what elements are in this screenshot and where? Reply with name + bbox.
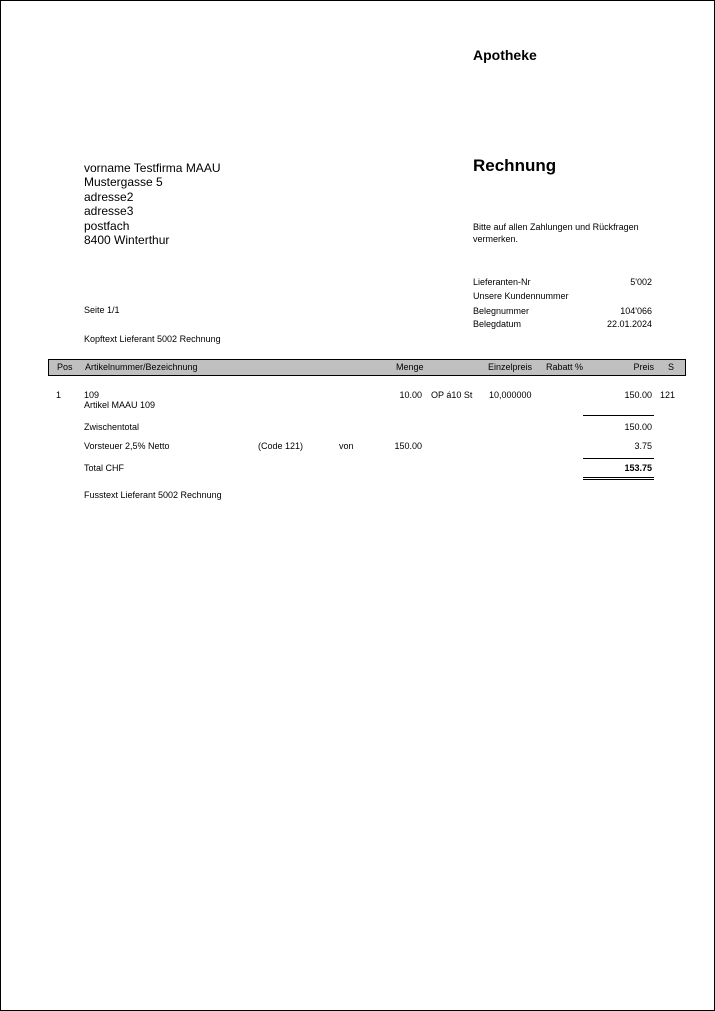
item-article-number: 109 [84,390,100,400]
supplier-number-value: 5'002 [630,277,652,287]
payment-note: Bitte auf allen Zahlungen und Rückfragen vermerken. [473,222,639,244]
document-date-label: Belegdatum [473,319,522,329]
column-header-pos: Pos [57,362,73,372]
table-header [48,359,686,376]
company-name: Apotheke [473,47,537,63]
vat-value: 3.75 [634,441,652,451]
address-line: adresse3 [84,204,134,218]
total-double-rule-bottom [583,479,654,480]
address-line: adresse2 [84,190,134,204]
column-header-discount: Rabatt % [546,362,584,372]
address-line: 8400 Winterthur [84,233,170,247]
subtotal-rule [583,415,654,416]
address-line: Mustergasse 5 [84,175,163,189]
page-indicator: Seite 1/1 [84,305,120,315]
vat-basis: 150.00 [394,441,422,451]
address-line: postfach [84,219,130,233]
document-number-value: 104'066 [620,306,652,316]
column-header-s: S [668,362,675,372]
address-line: vorname Testfirma MAAU [84,161,221,175]
item-price: 150.00 [624,390,652,400]
customer-number-label: Unsere Kundennummer [473,291,569,301]
subtotal-value: 150.00 [624,422,652,432]
total-rule [583,458,654,459]
item-unit: OP á10 St [431,390,473,400]
supplier-number-label: Lieferanten-Nr [473,277,531,287]
total-value: 153.75 [624,463,652,473]
item-pos: 1 [56,390,62,400]
footer-text: Fusstext Lieferant 5002 Rechnung [84,490,222,500]
subtotal-label: Zwischentotal [84,422,140,432]
vat-code: (Code 121) [258,441,304,451]
document-title: Rechnung [473,156,557,175]
total-label: Total CHF [84,463,125,473]
column-header-unit-price: Einzelpreis [488,362,533,372]
header-text: Kopftext Lieferant 5002 Rechnung [84,334,221,344]
document-number-label: Belegnummer [473,306,530,316]
item-tax-code: 121 [660,390,676,400]
item-quantity: 10.00 [399,390,422,400]
column-header-price: Preis [633,362,654,372]
vat-label: Vorsteuer 2,5% Netto [84,441,170,451]
document-date-value: 22.01.2024 [606,319,652,329]
item-description: Artikel MAAU 109 [84,400,156,410]
column-header-quantity: Menge [396,362,424,372]
item-unit-price: 10,000000 [489,390,532,400]
column-header-article: Artikelnummer/Bezeichnung [85,362,198,372]
total-double-rule-top [583,477,654,478]
vat-von: von [339,441,354,451]
